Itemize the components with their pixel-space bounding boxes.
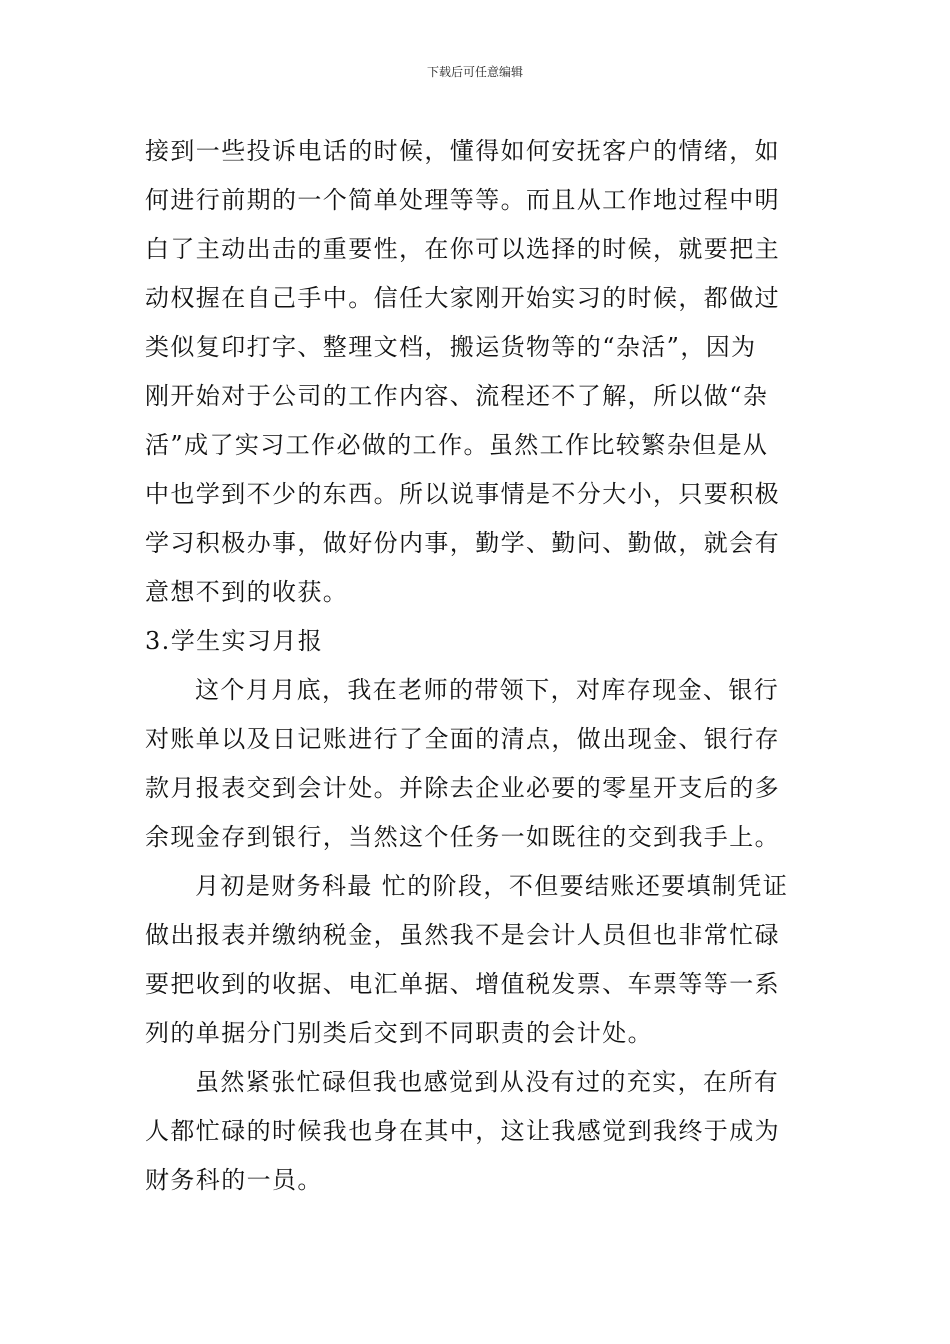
text-line: 白了主动出击的重要性，在你可以选择的时候，就要把主 (145, 235, 780, 263)
text-line: 余现金存到银行，当然这个任务一如既往的交到我手上。 (145, 823, 780, 851)
text-line: 活”成了实习工作必做的工作。虽然工作比较繁杂但是从 (145, 431, 769, 459)
text-line: 类似复印打字、整理文档，搬运货物等的“杂活”，因为 (145, 333, 757, 361)
document-body (145, 127, 805, 1205)
text-line: 月初是财务科最 忙的阶段，不但要结账还要填制凭证 (195, 872, 789, 900)
text-line: 人都忙碌的时候我也身在其中，这让我感觉到我终于成为 (145, 1117, 780, 1145)
text-line: 要把收到的收据、电汇单据、增值税发票、车票等等一系 (145, 970, 780, 998)
text-line: 财务科的一员。 (145, 1166, 323, 1194)
text-line: 意想不到的收获。 (145, 578, 349, 606)
text-line: 学习积极办事，做好份内事，勤学、勤问、勤做，就会有 (145, 529, 780, 557)
text-line: 刚开始对于公司的工作内容、流程还不了解，所以做“杂 (145, 382, 769, 410)
text-line: 虽然紧张忙碌但我也感觉到从没有过的充实，在所有 (195, 1068, 780, 1096)
text-line: 这个月月底，我在老师的带领下，对库存现金、银行 (195, 676, 780, 704)
text-line: 3.学生实习月报 (145, 627, 324, 655)
text-line: 对账单以及日记账进行了全面的清点，做出现金、银行存 (145, 725, 780, 753)
text-line: 中也学到不少的东西。所以说事情是不分大小，只要积极 (145, 480, 780, 508)
text-line: 何进行前期的一个简单处理等等。而且从工作地过程中明 (145, 186, 780, 214)
text-line: 接到一些投诉电话的时候，懂得如何安抚客户的情绪，如 (145, 137, 780, 165)
text-line: 做出报表并缴纳税金，虽然我不是会计人员但也非常忙碌 (145, 921, 780, 949)
page-header-note: 下载后可任意编辑 (426, 65, 523, 79)
text-line: 列的单据分门别类后交到不同职责的会计处。 (145, 1019, 653, 1047)
text-line: 款月报表交到会计处。并除去企业必要的零星开支后的多 (145, 774, 780, 802)
text-line: 动权握在自己手中。信任大家刚开始实习的时候，都做过 (145, 284, 780, 312)
